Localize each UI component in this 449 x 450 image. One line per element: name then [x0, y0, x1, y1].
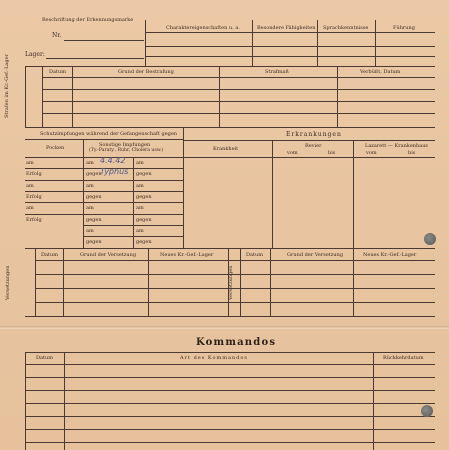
- faehigkeiten-label: Besondere Fähigkeiten: [257, 25, 316, 31]
- vers-datum-header-right: Datum: [246, 252, 263, 258]
- vers-datum-header-left: Datum: [41, 252, 58, 258]
- revier-bis: bis: [328, 150, 336, 156]
- sonstige-sub-header: (Ty.-Paraty., Ruhr, Cholera usw.): [89, 148, 164, 153]
- strafen-datum-header: Datum: [49, 69, 66, 75]
- impf-row-7-right: am: [136, 228, 144, 234]
- impfung-title: Schutzimpfungen während der Gefangenschaft gegen: [40, 131, 178, 137]
- punch-hole-lower: [421, 405, 433, 417]
- impf-row-2-mid: gegen: [86, 171, 102, 177]
- strafen-strafmass-header: Strafmaß: [265, 69, 289, 75]
- impf-row-6-mid: gegen: [86, 217, 102, 223]
- impf-row-7-mid: am: [86, 228, 94, 234]
- nr-line: [64, 40, 144, 41]
- impf-row-5-right: am: [136, 205, 144, 211]
- card-fold: [0, 326, 449, 330]
- charakter-label: Charaktereigenschaften u. a.: [166, 25, 240, 31]
- vers-neues-header-right: Neues Kr.-Gef.-Lager: [363, 252, 417, 258]
- impf-row-4-mid: gegen: [86, 194, 102, 200]
- impf-row-4-right: gegen: [136, 194, 152, 200]
- impf-row-3-right: am: [136, 183, 144, 189]
- kommandos-art-header: Art des Kommandos: [180, 355, 248, 361]
- impf-row-1-mid: am: [86, 160, 94, 166]
- impf-row-2-right: gegen: [136, 171, 152, 177]
- handwritten-date: 4.4.42: [100, 156, 126, 165]
- vers-neues-header-left: Neues Kr.-Gef.-Lager: [160, 252, 214, 258]
- lager-label: Lager:: [25, 51, 45, 58]
- handwritten-typhus: Typhus: [100, 167, 129, 176]
- impf-row-1-right: am: [136, 160, 144, 166]
- sonstige-header: Sonstige Impfungen: [99, 142, 151, 148]
- impf-row-2-left: Erfolg: [26, 171, 42, 177]
- impf-row-3-mid: am: [86, 183, 94, 189]
- revier-vom: vom: [287, 150, 298, 156]
- impf-row-1-left: am: [26, 160, 34, 166]
- erkrankungen-title: Erkrankungen: [286, 131, 342, 138]
- strafen-grund-header: Grund der Bestrafung: [118, 69, 174, 75]
- lager-line: [46, 58, 144, 59]
- impf-row-6-left: Erfolg: [26, 217, 42, 223]
- sprach-label: Sprachkenntnisse: [323, 25, 369, 31]
- lazarett-vom: vom: [366, 150, 377, 156]
- impf-row-5-mid: am: [86, 205, 94, 211]
- kommandos-title: Kommandos: [196, 337, 277, 348]
- strafen-verbuesst-header: Verbüßt, Datum: [360, 69, 401, 75]
- impf-row-5-left: am: [26, 205, 34, 211]
- impf-row-3-left: am: [26, 183, 34, 189]
- impf-row-8-right: gegen: [136, 239, 152, 245]
- fuehrung-label: Führung: [393, 25, 415, 31]
- krankheit-header: Krankheit: [213, 146, 239, 152]
- nr-label: Nr.: [52, 32, 62, 39]
- impf-row-6-right: gegen: [136, 217, 152, 223]
- versetzungen-side-label-right: Versetzungen: [228, 265, 234, 300]
- beschriftung-label: Beschriftung der Erkennungsmarke: [42, 17, 134, 23]
- strafen-side-label: Strafen im Kr.-Gef.-Lager: [4, 54, 10, 118]
- revier-header: Revier: [305, 143, 322, 149]
- vers-grund-header-left: Grund der Versetzung: [80, 252, 137, 258]
- punch-hole-upper: [424, 233, 436, 245]
- impf-row-4-left: Erfolg: [26, 194, 42, 200]
- kommandos-datum-header: Datum: [36, 355, 53, 361]
- vers-grund-header-right: Grund der Versetzung: [287, 252, 344, 258]
- pocken-header: Pocken: [46, 145, 65, 151]
- lazarett-bis: bis: [408, 150, 416, 156]
- lazarett-header: Lazarett — Krankenhaus: [365, 143, 428, 149]
- versetzungen-side-label-left: Versetzungen: [5, 265, 11, 300]
- impf-row-8-mid: gegen: [86, 239, 102, 245]
- kommandos-rueckkehr-header: Rückkehrdatum: [383, 355, 424, 361]
